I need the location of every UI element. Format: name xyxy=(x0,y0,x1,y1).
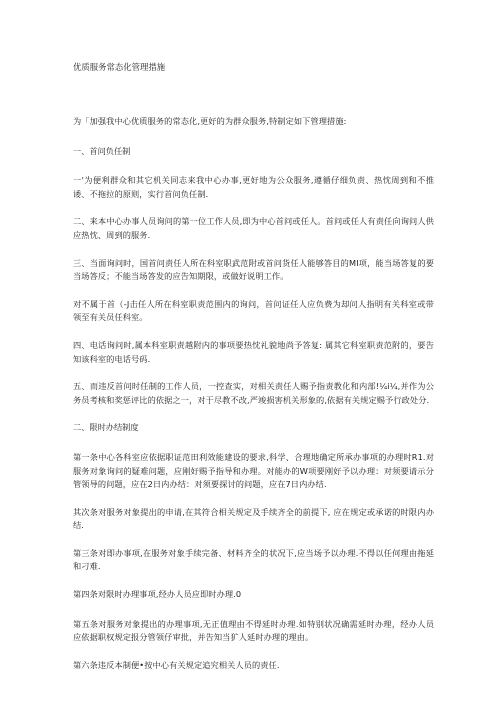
document-title: 优质服务常态化管理措施 xyxy=(73,62,166,72)
paragraph: 第四条对限时办理事项,经办人员应即时办理.0 xyxy=(73,589,242,600)
paragraph: 第一条中心各科室应依据职证范田利效能建设的要求,科学、合理地确定所承办事项的办理时R1.对服务对象询问的疑难问题，应刚好赐予指导和办理。对能办的W项要刚好予以办理：对须要请示分管领导的问题，应在2日内办结：对须要探讨的问题，应在7日内办结. xyxy=(73,451,434,490)
paragraph: 第三条对即办事项,在服务对象手续完备、材料齐全的状况下,应当场予以办理.不得以任何理由拖延和刁难. xyxy=(73,547,434,572)
section-heading-first-inquiry: 一、首问负任制 xyxy=(73,145,131,156)
paragraph: 第五条对服务对象提出的办理事项,无正值理由不得延时办理.如特别状况确需延时办理，经办人员应依据职权规定报分管领仔审批，并告知当犷人延时办理的理由。 xyxy=(73,618,434,643)
paragraph: 其次条对服务对象提出的申请,在其符合相关规定及手续齐全的前提下, 应在规定或承诺的时限内办结. xyxy=(73,506,434,531)
paragraph: 第六条违反本制便•按中心有关规定追究相关人员的责任. xyxy=(73,659,280,670)
paragraph: 一'为便利群众和其它机关同志来我中心办事,更好地为公众服务,遵循仔细负责、热忱周到和不推诿、不拖拉的原则，实行首问负任制. xyxy=(73,175,434,199)
section-heading-time-limit: 二、限时办结制度 xyxy=(73,422,139,433)
paragraph: 对不属于首（-J击任人所在科室职责范围内的询问，首问证任人应负费为却问人指明有关科室或带领至有关员任科室。 xyxy=(73,298,434,323)
paragraph: 四、电话询问时,属本科室职责越附内的事项要热忱礼貌地尚予答复: 属其它科室职责范附的，要告知该科室的电话号码. xyxy=(73,339,434,364)
paragraph: 二、来本中心办事人员询问的第一位工作人员,即为中心首问或任人。首问或任人有责任向询问人供应热忱、周到的服务. xyxy=(73,216,434,240)
paragraph: 五、而违反首问时任制的工作人员，一控查实，对相关责任人赐予指责教化和内部!¼i¼,并作为公务员考核和奖惩评比的依据之一，对于尽教不改,严竣损害机关形象的,依据有关规定赐予行政处分. xyxy=(73,381,434,405)
intro-paragraph: 为「加强我中心优质服务的常态化,更好的为群众服务,特制定如下管理措施: xyxy=(73,116,347,126)
paragraph: 三、当面询问时，国首问责任人所在科室职武范附或首问货任人能够答目的MI项，能当场答复的要当场答反；不能当场答发的应告知期限，或做好说明工作。 xyxy=(73,257,434,282)
